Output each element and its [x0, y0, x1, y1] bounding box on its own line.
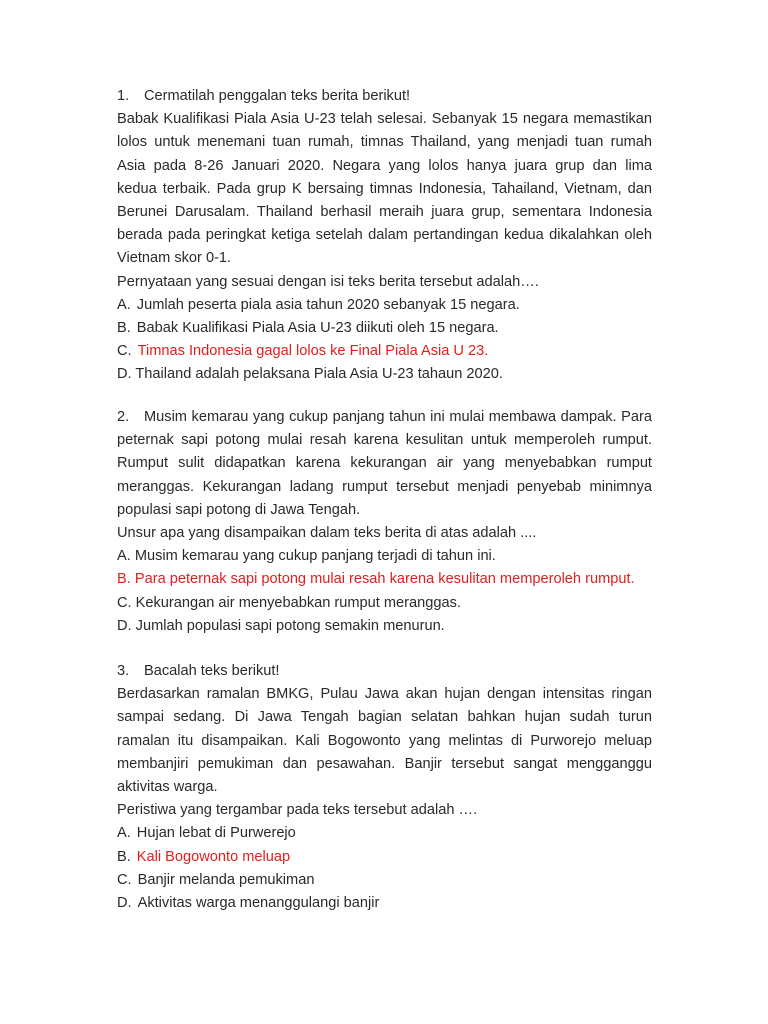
option-letter: A. [117, 296, 131, 313]
option-letter: C. [117, 871, 132, 888]
question-text: Pernyataan yang sesuai dengan isi teks berita tersebut adalah…. [117, 273, 539, 290]
option-letter: B. [117, 571, 131, 588]
passage-line [117, 406, 652, 429]
option-a [117, 294, 652, 317]
passage-line: Berunei Darusalam. Thailand berhasil meraih juara grup, sementara Indonesia [117, 203, 652, 220]
option-text-answer: Kali Bogowonto meluap [136, 848, 291, 865]
passage-line: Rumput sulit didapatkan karena kekurangan air yang menyebabkan rumput [117, 455, 652, 472]
option-letter: B. [117, 848, 131, 865]
option-letter: C. [117, 594, 132, 611]
question-number: 3. [117, 663, 130, 679]
passage-line: kedua terbaik. Pada grup K bersaing timnas Indonesia, Tahailand, Vietnam, dan [117, 180, 652, 197]
option-letter: A. [117, 548, 131, 565]
question-1 [117, 85, 652, 386]
option-text: Jumlah peserta piala asia tahun 2020 sebanyak 15 negara. [136, 296, 520, 313]
question-2 [117, 406, 652, 638]
passage-line: Babak Kualifikasi Piala Asia U-23 telah selesai. Sebanyak 15 negara memastikan [117, 111, 652, 128]
option-b [117, 846, 652, 869]
passage-line: membanjiri pemukiman dan pesawahan. Banjir tersebut sangat mengganggu [117, 755, 652, 772]
option-text-answer: Para peternak sapi potong mulai resah karena kesulitan memperoleh rumput. [134, 571, 635, 588]
option-letter: D. [117, 894, 132, 911]
option-text: Musim kemarau yang cukup panjang terjadi di tahun ini. [134, 548, 496, 565]
question-heading [117, 85, 652, 108]
passage-line: Berdasarkan ramalan BMKG, Pulau Jawa akan hujan dengan intensitas ringan [117, 686, 652, 703]
option-text: Aktivitas warga menanggulangi banjir [137, 894, 380, 911]
option-text: Hujan lebat di Purwerejo [136, 825, 296, 842]
option-text: Banjir melanda pemukiman [137, 871, 315, 888]
passage-line: aktivitas warga. [117, 778, 218, 795]
option-text: Babak Kualifikasi Piala Asia U-23 diikuti oleh 15 negara. [136, 319, 499, 336]
option-c [117, 340, 652, 363]
passage-line: meranggas. Kekurangan ladang rumput tersebut menjadi penyebab minimnya [117, 478, 652, 495]
passage-line: peternak sapi potong mulai resah karena kesulitan untuk memperoleh rumput. [117, 432, 652, 449]
question-number: 2. [117, 409, 130, 425]
passage-line: populasi sapi potong di Jawa Tengah. [117, 501, 361, 518]
option-letter: D. [117, 617, 132, 634]
passage-line: Vietnam skor 0-1. [117, 250, 232, 267]
option-letter: A. [117, 825, 131, 842]
option-text-answer: Timnas Indonesia gagal lolos ke Final Piala Asia U 23. [137, 343, 489, 360]
option-d [117, 615, 652, 638]
option-text: Thailand adalah pelaksana Piala Asia U-23 tahaun 2020. [135, 366, 503, 383]
question-text: Unsur apa yang disampaikan dalam teks berita di atas adalah .... [117, 524, 537, 541]
option-d [117, 363, 652, 386]
passage-line: lolos untuk menemani tuan rumah, timnas Thailand, yang menjadi tuan rumah [117, 134, 652, 151]
option-a [117, 545, 652, 568]
question-heading [117, 660, 652, 683]
option-c [117, 592, 652, 615]
option-b [117, 317, 652, 340]
question-text: Peristiwa yang tergambar pada teks tersebut adalah …. [117, 802, 478, 819]
option-a [117, 822, 652, 845]
option-letter: D. [117, 366, 132, 383]
option-letter: B. [117, 319, 131, 336]
option-text: Kekurangan air menyebabkan rumput meranggas. [135, 594, 461, 611]
question-prompt: Bacalah teks berikut! [144, 663, 280, 679]
passage-line: ramalan itu disampaikan. Kali Bogowonto yang melintas di Purworejo meluap [117, 732, 652, 749]
option-d [117, 892, 652, 915]
passage-first-line: Musim kemarau yang cukup panjang tahun ini mulai membawa dampak. Para [144, 409, 652, 425]
option-b-answer [117, 568, 652, 591]
question-prompt: Cermatilah penggalan teks berita berikut! [144, 88, 411, 104]
question-number: 1. [117, 88, 130, 104]
option-text: Jumlah populasi sapi potong semakin menurun. [135, 617, 445, 634]
question-3 [117, 660, 652, 915]
passage-line: sampai sedang. Di Jawa Tengah bagian selatan bahkan hujan sudah turun [117, 709, 652, 726]
option-letter: C. [117, 343, 132, 360]
option-c [117, 869, 652, 892]
passage-line: berada pada peringkat ketiga setelah dalam pertandingan kedua dikalahkan oleh [117, 227, 652, 244]
passage-line: Asia pada 8-26 Januari 2020. Negara yang lolos hanya juara grup dan lima [117, 157, 652, 174]
